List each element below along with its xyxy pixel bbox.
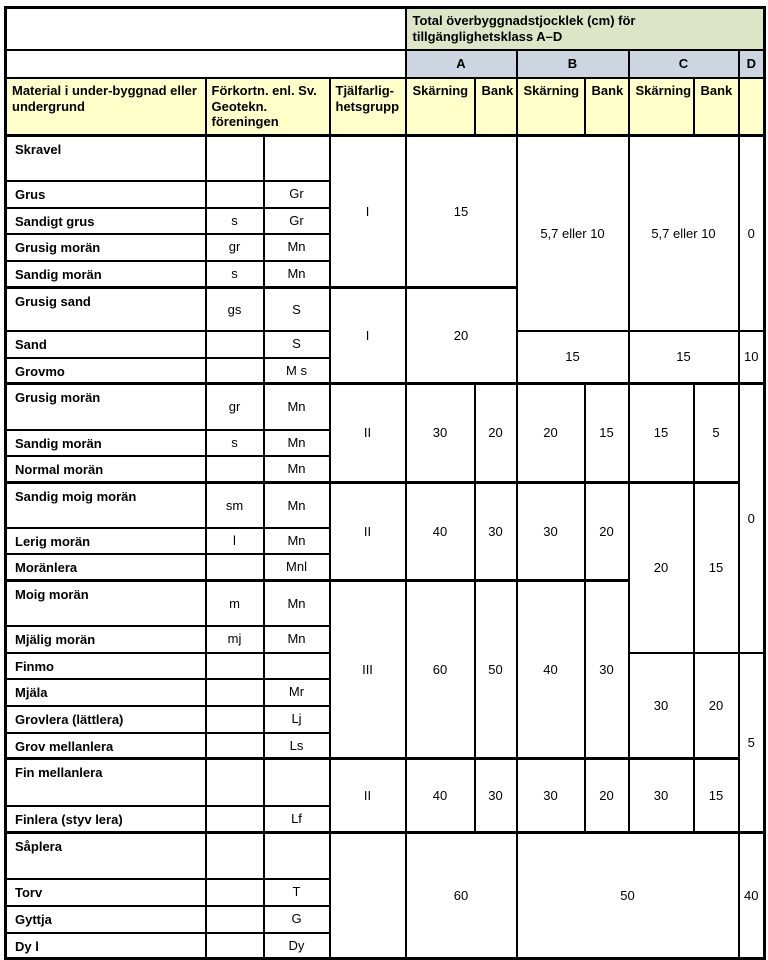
value-cell-c: 15 xyxy=(694,483,739,653)
empty-header-cell xyxy=(6,8,406,50)
abbr-prefix-cell xyxy=(206,136,264,181)
table-body xyxy=(6,136,765,959)
value-cell-c: 15 xyxy=(629,384,694,483)
abbr-cell: M s xyxy=(264,358,330,384)
abbr-cell xyxy=(264,136,330,181)
material-cell: Grovmo xyxy=(6,358,206,384)
abbr-cell: Mr xyxy=(264,679,330,706)
abbr-prefix-cell xyxy=(206,879,264,906)
abbr-prefix-cell xyxy=(206,181,264,208)
frost-group-header: Tjälfarlig-hetsgrupp xyxy=(330,78,406,136)
material-cell: Grusig morän xyxy=(6,384,206,430)
bank-header-b: Bank xyxy=(585,78,629,136)
value-cell-a: 60 xyxy=(406,581,475,759)
table-row xyxy=(6,384,765,430)
abbr-prefix-cell xyxy=(206,679,264,706)
value-cell-b: 15 xyxy=(585,384,629,483)
material-cell: Såplera xyxy=(6,833,206,879)
value-cell-bc: 50 xyxy=(517,833,739,959)
value-cell-d: 5 xyxy=(739,653,765,833)
abbr-cell: S xyxy=(264,331,330,358)
abbr-cell: S xyxy=(264,288,330,331)
frost-group-cell: I xyxy=(330,288,406,384)
abbr-cell: Mn xyxy=(264,234,330,261)
abbr-cell: Mn xyxy=(264,626,330,653)
value-cell-c: 5 xyxy=(694,384,739,483)
value-cell-b: 20 xyxy=(585,483,629,581)
abbr-prefix-cell xyxy=(206,933,264,959)
material-header: Material i under-byggnad eller undergrund xyxy=(6,78,206,136)
value-cell-b: 5,7 eller 10 xyxy=(517,136,629,331)
frost-group-cell: II xyxy=(330,384,406,483)
material-cell: Mjälig morän xyxy=(6,626,206,653)
value-cell-c: 5,7 eller 10 xyxy=(629,136,739,331)
class-c-header: C xyxy=(629,50,739,78)
abbr-cell xyxy=(264,653,330,679)
material-cell: Finlera (styv lera) xyxy=(6,806,206,833)
abbr-cell: Mn xyxy=(264,261,330,288)
title-row xyxy=(6,8,765,50)
value-cell-a: 30 xyxy=(406,384,475,483)
abbr-cell: Mn xyxy=(264,456,330,483)
table-row xyxy=(6,483,765,528)
abbr-prefix-cell xyxy=(206,806,264,833)
abbr-prefix-cell: mj xyxy=(206,626,264,653)
d-subheader-empty xyxy=(739,78,765,136)
abbr-cell xyxy=(264,833,330,879)
value-cell-d: 0 xyxy=(739,384,765,653)
value-cell-b: 40 xyxy=(517,581,585,759)
cut-header-b: Skärning xyxy=(517,78,585,136)
abbr-cell: Mnl xyxy=(264,554,330,581)
abbr-prefix-cell: l xyxy=(206,528,264,554)
material-cell: Skravel xyxy=(6,136,206,181)
abbr-prefix-cell: m xyxy=(206,581,264,626)
value-cell-a: 40 xyxy=(406,483,475,581)
material-cell: Sandigt grus xyxy=(6,208,206,234)
value-cell-d: 10 xyxy=(739,331,765,384)
table-title: Total överbyggnadstjocklek (cm) för tillgänglighetsklass A–D xyxy=(406,8,765,50)
column-header-row xyxy=(6,78,765,136)
abbr-prefix-cell xyxy=(206,706,264,733)
value-cell-a: 20 xyxy=(406,288,517,384)
thickness-table xyxy=(4,6,766,960)
frost-group-cell: II xyxy=(330,759,406,833)
abbr-cell xyxy=(264,759,330,806)
abbr-prefix-cell xyxy=(206,554,264,581)
material-cell: Grovlera (lättlera) xyxy=(6,706,206,733)
material-cell: Sandig morän xyxy=(6,261,206,288)
abbr-prefix-cell xyxy=(206,759,264,806)
value-cell-b: 15 xyxy=(517,331,629,384)
class-row xyxy=(6,50,765,78)
material-cell: Lerig morän xyxy=(6,528,206,554)
material-cell: Moig morän xyxy=(6,581,206,626)
table-row xyxy=(6,833,765,879)
material-cell: Dy l xyxy=(6,933,206,959)
value-cell-a: 50 xyxy=(475,581,517,759)
value-cell-b: 20 xyxy=(585,759,629,833)
abbr-cell: Mn xyxy=(264,581,330,626)
abbr-prefix-cell: s xyxy=(206,261,264,288)
value-cell-d: 40 xyxy=(739,833,765,959)
value-cell-b: 30 xyxy=(517,483,585,581)
abbr-cell: Mn xyxy=(264,483,330,528)
class-a-header: A xyxy=(406,50,517,78)
abbr-prefix-cell xyxy=(206,733,264,759)
value-cell-b: 30 xyxy=(585,581,629,759)
class-b-header: B xyxy=(517,50,629,78)
value-cell-b: 20 xyxy=(517,384,585,483)
table-row xyxy=(6,136,765,181)
material-cell: Fin mellanlera xyxy=(6,759,206,806)
abbr-prefix-cell: gs xyxy=(206,288,264,331)
value-cell-c: 20 xyxy=(694,653,739,759)
material-cell: Finmo xyxy=(6,653,206,679)
abbr-cell: Gr xyxy=(264,181,330,208)
abbr-cell: Gr xyxy=(264,208,330,234)
abbr-cell: G xyxy=(264,906,330,933)
value-cell-d: 0 xyxy=(739,136,765,331)
value-cell-c: 15 xyxy=(694,759,739,833)
abbr-cell: T xyxy=(264,879,330,906)
abbr-prefix-cell: gr xyxy=(206,384,264,430)
value-cell-a: 40 xyxy=(406,759,475,833)
material-cell: Grus xyxy=(6,181,206,208)
frost-group-cell xyxy=(330,833,406,959)
value-cell-c: 30 xyxy=(629,759,694,833)
material-cell: Normal morän xyxy=(6,456,206,483)
frost-group-cell: II xyxy=(330,483,406,581)
material-cell: Mjäla xyxy=(6,679,206,706)
abbreviation-header: Förkortn. enl. Sv. Geotekn. föreningen xyxy=(206,78,330,136)
abbr-cell: Lf xyxy=(264,806,330,833)
bank-header-c: Bank xyxy=(694,78,739,136)
abbr-cell: Lj xyxy=(264,706,330,733)
value-cell-a: 30 xyxy=(475,759,517,833)
value-cell-a: 30 xyxy=(475,483,517,581)
abbr-prefix-cell: sm xyxy=(206,483,264,528)
empty-header-cell xyxy=(6,50,406,78)
material-cell: Moränlera xyxy=(6,554,206,581)
frost-group-cell: III xyxy=(330,581,406,759)
value-cell-b: 30 xyxy=(517,759,585,833)
abbr-prefix-cell xyxy=(206,833,264,879)
material-cell: Grov mellanlera xyxy=(6,733,206,759)
value-cell-c: 20 xyxy=(629,483,694,653)
abbr-prefix-cell xyxy=(206,653,264,679)
abbr-prefix-cell: gr xyxy=(206,234,264,261)
abbr-prefix-cell xyxy=(206,906,264,933)
abbr-prefix-cell xyxy=(206,456,264,483)
value-cell-a: 60 xyxy=(406,833,517,959)
abbr-prefix-cell: s xyxy=(206,208,264,234)
material-cell: Grusig sand xyxy=(6,288,206,331)
abbr-cell: Mn xyxy=(264,528,330,554)
value-cell-c: 30 xyxy=(629,653,694,759)
class-d-header: D xyxy=(739,50,765,78)
abbr-cell: Ls xyxy=(264,733,330,759)
abbr-prefix-cell xyxy=(206,331,264,358)
value-cell-a: 15 xyxy=(406,136,517,288)
cut-header-c: Skärning xyxy=(629,78,694,136)
bank-header-a: Bank xyxy=(475,78,517,136)
abbr-prefix-cell: s xyxy=(206,430,264,456)
material-cell: Sand xyxy=(6,331,206,358)
abbr-cell: Mn xyxy=(264,430,330,456)
table-row xyxy=(6,759,765,806)
value-cell-c: 15 xyxy=(629,331,739,384)
frost-group-cell: I xyxy=(330,136,406,288)
abbr-prefix-cell xyxy=(206,358,264,384)
abbr-cell: Mn xyxy=(264,384,330,430)
material-cell: Gyttja xyxy=(6,906,206,933)
cut-header-a: Skärning xyxy=(406,78,475,136)
abbr-cell: Dy xyxy=(264,933,330,959)
material-cell: Sandig morän xyxy=(6,430,206,456)
value-cell-a: 20 xyxy=(475,384,517,483)
material-cell: Grusig morän xyxy=(6,234,206,261)
material-cell: Sandig moig morän xyxy=(6,483,206,528)
material-cell: Torv xyxy=(6,879,206,906)
